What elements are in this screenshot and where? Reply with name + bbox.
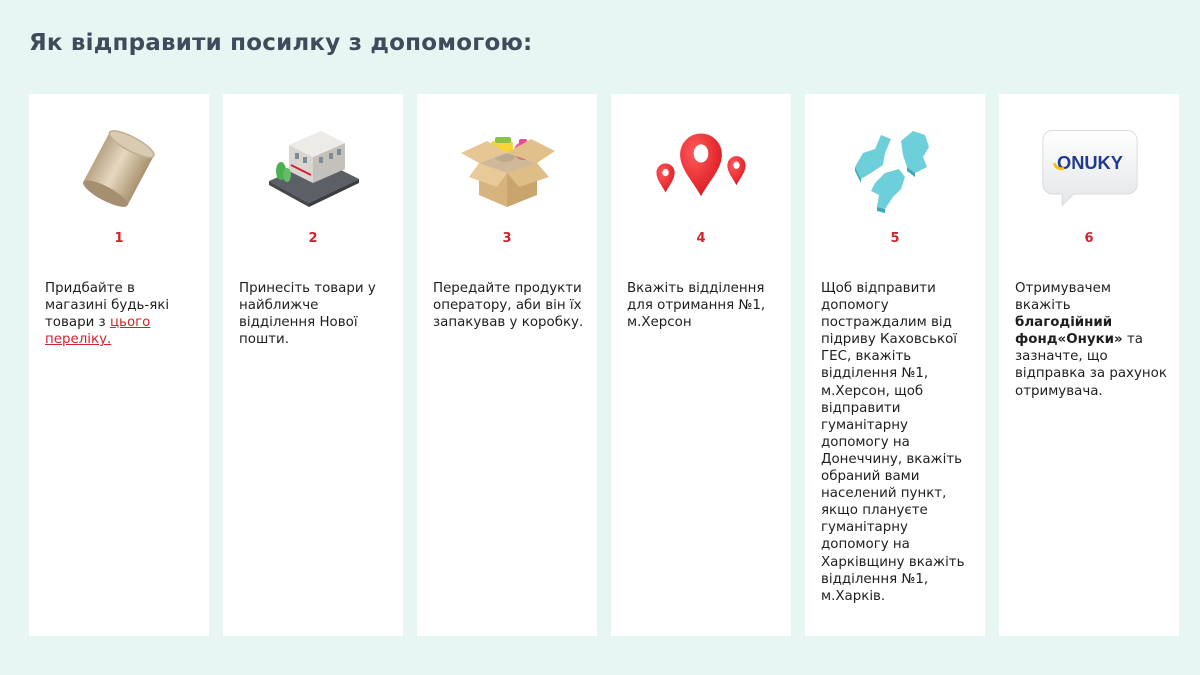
step-description [1015,280,1169,400]
foundation-name: благодійний фонд«Онуки» [1015,315,1123,348]
step-description: Принесіть товари у найближче відділення Нової пошти. [239,281,376,348]
step-description: Щоб відправити допомогу постраждалим від підриву Каховської ГЕС, вкажіть відділення №1, м.Херсон, щоб відправити гуманітарну допомогу на Донеччину, вкажіть обраний вами населений пункт, якщо плануєте гуманітарну допомогу на Харківщину вкажіть відділення №1, м.Харків. [821,281,965,604]
step-card-4 [611,94,791,636]
step-number: 3 [502,231,512,246]
step-card-6 [999,94,1179,636]
step-card-2 [223,94,403,636]
step-number: 2 [308,231,318,246]
open-box-with-goods-icon [457,122,557,214]
page-title: Як відправити посилку з допомогою: [29,30,533,56]
step-text: Отримувачем вкажіть [1015,281,1111,314]
step-description [45,280,199,348]
onuky-speech-bubble-icon [1039,122,1139,214]
step-description: Передайте продукти оператору, аби він їх запакував у коробку. [433,281,584,331]
ukraine-regions-map-icon [845,122,945,214]
step-card-1 [29,94,209,636]
step-number: 6 [1084,231,1094,246]
step-number: 4 [696,231,706,246]
tin-can-icon [69,122,169,214]
step-number: 1 [114,231,124,246]
steps-list [29,94,1179,636]
step-card-5 [805,94,985,636]
product-list-link[interactable]: цього переліку. [45,315,151,348]
step-text: Придбайте в магазині будь-які товари з [45,281,170,331]
step-card-3 [417,94,597,636]
step-number: 5 [890,231,900,246]
post-office-building-icon [263,122,363,214]
location-pins-icon [651,122,751,214]
onuky-logo-text: ONUKY [1057,151,1123,173]
step-description: Вкажіть відділення для отримання №1, м.Херсон [627,281,766,331]
step-text: та зазначте, що відправка за рахунок отримувача. [1015,332,1167,399]
